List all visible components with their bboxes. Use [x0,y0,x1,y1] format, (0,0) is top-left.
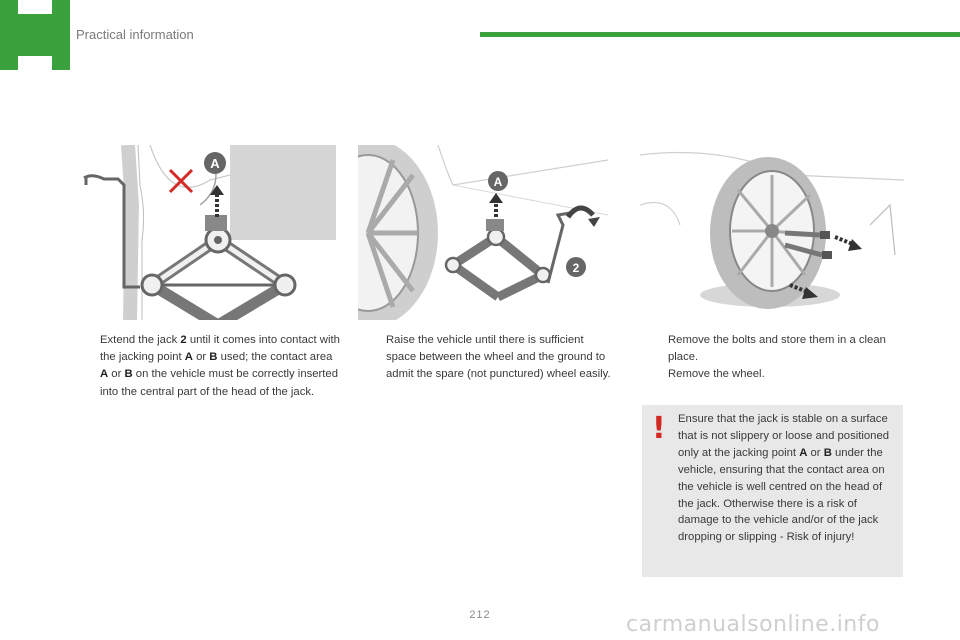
bullet-item: Extend the jack 2 until it comes into contact with the jacking point A or B used; the contact area A or B on the vehicle must be correctly inserted into the central part of the head of the jack. [100,334,340,398]
figure-raise-vehicle [358,145,608,320]
arrow-up-icon [489,193,503,217]
callout-a [204,152,226,174]
section-title: Practical information [76,27,194,42]
jack-handle-icon [548,213,570,283]
watermark: carmanualsonline.info [626,612,880,637]
step-extend-jack [80,332,342,401]
wheel-icon [358,145,438,320]
cross-mark-icon [170,170,192,192]
bullet-item: Remove the bolts and store them in a clean place. [668,334,886,364]
bullet-item: Remove the wheel. [668,368,765,381]
callout-a-label: A [493,175,503,189]
page-number: 212 [469,609,491,621]
rotate-arrow-icon [568,208,600,227]
callout-a-label: A [210,156,220,171]
step-remove-wheel [648,332,910,384]
warning-box [642,405,903,577]
remove-wheel-illustration [640,145,904,320]
callout-2 [566,257,586,277]
figure-remove-wheel [640,145,904,320]
raise-illustration [358,145,608,320]
figure-extend-jack [80,145,336,320]
jack-illustration [80,145,336,320]
warning-text: Ensure that the jack is stable on a surface that is not slippery or loose and positioned only at the jacking point A or B under the vehicle, ensuring that the contact area on the vehicle is well centred on the head of the jack. Otherwise there is a risk of damage to the vehicle and/or of the jack dropping or slipping - Risk of injury! [678,413,890,544]
callout-a [488,171,508,191]
callout-2-label: 2 [572,261,580,275]
header-accent-bar [480,32,960,37]
step-raise-vehicle [366,332,614,384]
bullet-item: Raise the vehicle until there is sufficient space between the wheel and the ground to admit the spare (not punctured) wheel easily. [386,334,611,381]
exclamation-icon: ! [652,411,666,446]
scissor-jack-icon [446,219,550,297]
chapter-tab-icon [0,0,70,70]
